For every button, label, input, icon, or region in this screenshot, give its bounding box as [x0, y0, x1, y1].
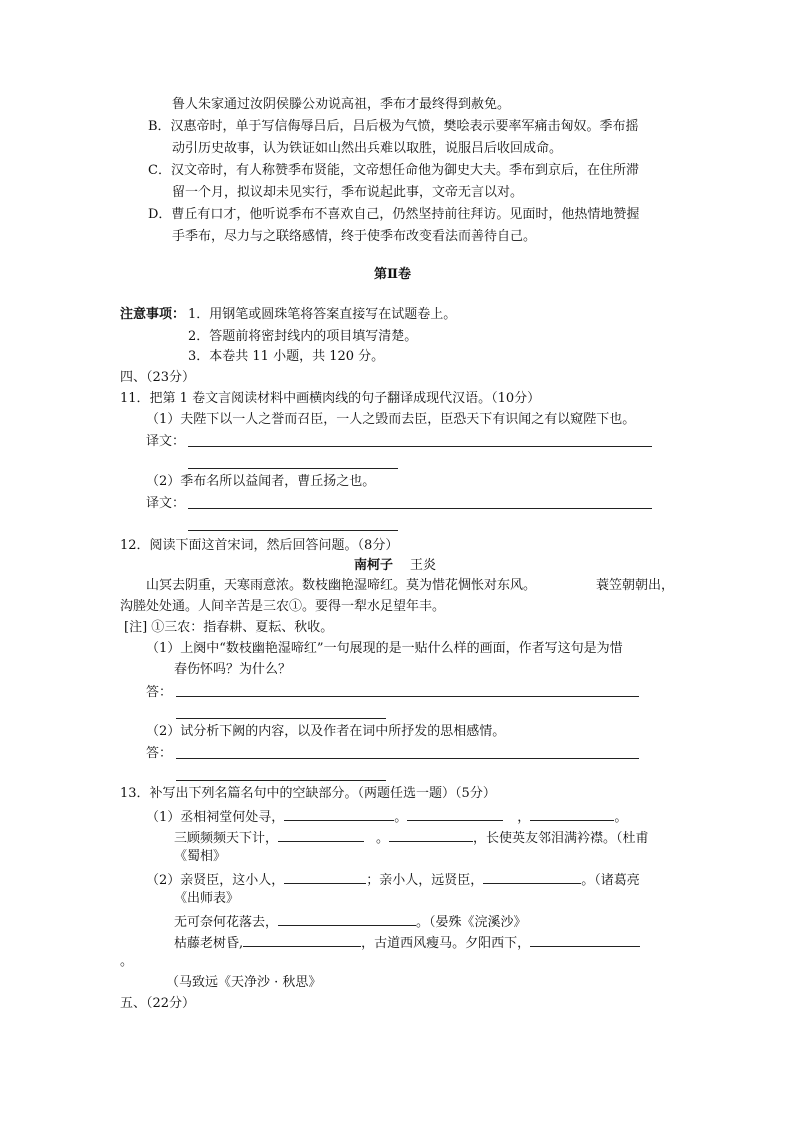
poem-line-1: 山冥去阴重，天寒雨意浓。数枝幽艳湿啼红。莫为惜花惆怅对东风。: [146, 578, 537, 593]
q13-part1-line1: [146, 806, 627, 827]
q13-punct: 。: [376, 831, 390, 846]
poem-line-2: 沟塍处处通。人间辛苦是三农①。要得一犁水足望年丰。: [120, 599, 446, 614]
q12-sub1-line2: 春伤怀吗？为什么？: [174, 662, 292, 677]
q12-answer-line-1b[interactable]: [176, 718, 386, 719]
q13-text: 枯藤老树昏,: [174, 936, 244, 951]
fill-blank[interactable]: [407, 806, 503, 821]
q13-text: （2）亲贤臣，这小人，: [146, 873, 285, 888]
fill-blank[interactable]: [483, 869, 581, 884]
q11-sentence-1: （1）夫陛下以一人之誉而召臣，一人之毁而去臣，臣恐天下有识闻之有以窥陛下也。: [146, 412, 636, 427]
poem-footnote: [注] ①三农：指春耕、夏耘、秋收。: [124, 620, 334, 635]
note-1: 1．用钢笔或圆珠笔将答案直接写在试题卷上。: [188, 307, 457, 322]
q13-part2-line3-end: 。: [120, 954, 134, 969]
option-c-line1: C．汉文帝时，有人称赞季布贤能，文帝想任命他为御史大夫。季布到京后，在住所滞: [148, 163, 639, 178]
q12-answer-line-2b[interactable]: [176, 780, 386, 781]
q13-part2-source-2: （马致远《天净沙 · 秋思》: [166, 975, 322, 990]
option-b-line2: 动引历史故事，认为铁证如山然出兵难以取胜，说服吕后收回成命。: [172, 141, 563, 156]
q11-answer-line-2b[interactable]: [188, 530, 398, 531]
q11-answer-line-1b[interactable]: [188, 468, 398, 469]
q12-answer-line-1a[interactable]: [176, 696, 639, 697]
fill-blank[interactable]: [530, 806, 614, 821]
q13-part2-line2: [174, 911, 527, 932]
q11-answer-line-2a[interactable]: [188, 508, 652, 509]
q13-text: 无可奈何花落去，: [174, 915, 279, 930]
q13-part2-source: 《出师表》: [174, 891, 240, 906]
fill-blank[interactable]: [530, 932, 640, 947]
q13-text: ；亲小人，远贤臣，: [366, 873, 484, 888]
option-d-line2: 手季布，尽力与之联络感情，终于使季布改变看法而善待自己。: [172, 229, 537, 244]
notes-label: 注意事项：: [120, 307, 186, 322]
volume-title: 第Ⅱ卷: [374, 267, 411, 282]
section-4-heading: 四、（23分）: [120, 370, 196, 385]
q12-answer-label-2: 答：: [146, 746, 173, 761]
q13-text: ，长使英友邻泪满衿襟。（杜甫: [473, 831, 649, 846]
fill-blank[interactable]: [284, 806, 394, 821]
option-c-line2: 留一个月，拟议却未见实行，季布说起此事，文帝无言以对。: [172, 185, 524, 200]
q13-part2-line1: [146, 869, 640, 890]
option-d-line1: D．曹丘有口才，他听说季布不喜欢自己，仍然坚持前往拜访。见面时，他热情地赞握: [148, 207, 640, 222]
q11-sentence-2: （2）季布名所以益闻者，曹丘扬之也。: [146, 474, 376, 489]
q13-text: 。（晏殊《浣溪沙》: [416, 915, 527, 930]
section-5-heading: 五、（22分）: [120, 996, 196, 1011]
fill-blank[interactable]: [284, 869, 366, 884]
q13-stem: 13．补写出下列名篇名句中的空缺部分。（两题任选一题）（5分）: [120, 786, 496, 801]
note-3: 3．本卷共 11 小题，共 120 分。: [188, 349, 385, 364]
q13-punct: 。: [614, 810, 628, 825]
q13-part2-line3: [174, 932, 640, 953]
q13-text: 三顾频频天下计，: [174, 831, 279, 846]
note-2: 2．答题前将密封线内的项目填写清楚。: [188, 329, 418, 344]
fill-blank[interactable]: [243, 932, 361, 947]
fill-blank[interactable]: [278, 911, 416, 926]
q13-punct: 。: [394, 810, 408, 825]
q13-part1-line2: [174, 827, 649, 848]
q13-text: （1）丞相祠堂何处寻，: [146, 810, 285, 825]
q13-part1-source: 《蜀相》: [174, 849, 227, 864]
q11-stem: 11．把第 1 卷文言阅读材料中画横肉线的句子翻译成现代汉语。（10分）: [120, 391, 541, 406]
poem-line-1-tail: 蓑笠朝朝出，: [596, 578, 675, 593]
q12-sub2: （2）试分析下阙的内容，以及作者在词中所抒发的思相感情。: [146, 724, 506, 739]
q13-text: 。（诸葛亮: [581, 873, 640, 888]
fill-blank[interactable]: [278, 827, 364, 842]
q13-text: ，古道西风瘦马。夕阳西下，: [361, 936, 531, 951]
poem-title: 南柯子: [354, 558, 394, 573]
q13-punct: ，: [517, 810, 531, 825]
q12-answer-line-2a[interactable]: [176, 758, 639, 759]
q11-answer-line-1a[interactable]: [188, 446, 652, 447]
q12-answer-label-1: 答：: [146, 685, 173, 700]
fill-blank[interactable]: [389, 827, 473, 842]
poem-author: 王炎: [410, 558, 437, 573]
q11-translation-label-1: 译文：: [146, 434, 186, 449]
option-a-continuation: 鲁人朱家通过汝阴侯滕公劝说高祖，季布才最终得到赦免。: [172, 97, 511, 112]
q12-sub1-line1: （1）上阕中“数枝幽艳湿啼红”一句展现的是一贴什么样的画面，作者写这句是为惜: [146, 641, 623, 656]
q12-stem: 12．阅读下面这首宋词，然后回答问题。（8分）: [120, 538, 399, 553]
q11-translation-label-2: 译文：: [146, 496, 186, 511]
option-b-line1: B．汉惠帝时，单于写信侮辱吕后，吕后极为气愤，樊哙表示要率军痛击匈奴。季布摇: [148, 119, 639, 134]
